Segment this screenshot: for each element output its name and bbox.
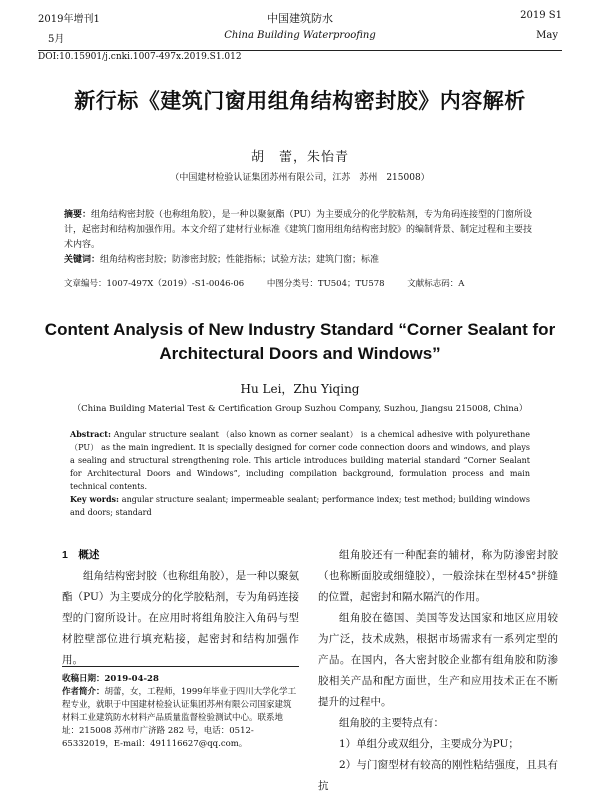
author-bio-text: 胡蕾，女，工程师，1999年毕业于四川大学化学工程专业，就职于中国建材检验认证集团苏州有限公司国家建筑材料工业建筑防水材料产品质量监督检验测试中心。联系地址：215008 苏州市广济路 282 号，电话：0512-65332019，E-mail：491116627@qq.com。: [62, 687, 297, 749]
header-month: 5月: [48, 34, 65, 45]
header-issue-code: 2019 S1: [520, 10, 562, 21]
affiliation-en: （China Building Material Test & Certification Group Suzhou Company, Suzhou, Jiangsu 215008, China）: [72, 404, 528, 414]
right-column: [318, 545, 558, 797]
body-paragraph: 组角胶还有一种配套的辅材，称为防渗密封胶（也称断面胶或细缝胶），一般涂抹在型材45°拼缝的位置，起密封和隔水隔汽的作用。: [318, 549, 558, 603]
header-journal-en: China Building Waterproofing: [224, 30, 376, 41]
page-title-cn: 新行标《建筑门窗用组角结构密封胶》内容解析: [74, 88, 526, 113]
abstract-en: [70, 428, 530, 519]
abstract-cn: [64, 208, 536, 268]
clc-number: 中图分类号：TU504；TU578: [266, 279, 385, 289]
header-journal-cn: 中国建筑防水: [267, 12, 333, 25]
keywords-en-label: Key words:: [70, 494, 120, 504]
document-code: 文献标志码：A: [407, 279, 465, 289]
author-bio-label: 作者简介：: [62, 687, 105, 697]
section-heading-overview: 1 概述: [62, 549, 100, 561]
article-number: 文章编号：1007-497X（2019）-S1-0046-06: [64, 279, 245, 289]
header-year-issue: 2019年增刊1: [38, 14, 100, 25]
body-paragraph: 组角结构密封胶（也称组角胶），是一种以聚氨酯（PU）为主要成分的化学胶粘剂，专为角码连接型的门窗所设计。在应用时将组角胶注入角码与型材腔壁部位进行填充粘接，起密封和结构加强作用。: [62, 570, 299, 666]
list-item: 1）单组分或双组分，主要成分为PU；: [339, 738, 519, 750]
abstract-en-label: Abstract:: [70, 429, 111, 439]
received-date: 收稿日期：2019-04-28: [62, 674, 159, 684]
authors-cn: 胡 蕾，朱怡青: [250, 150, 349, 165]
keywords-cn-text: 组角结构密封胶；防渗密封胶；性能指标；试验方法；建筑门窗；标准: [100, 255, 380, 265]
authors-en: Hu Lei，Zhu Yiqing: [240, 382, 360, 396]
article-meta: [64, 278, 536, 291]
header-month-en: May: [536, 30, 558, 41]
running-header: [38, 8, 562, 51]
abstract-cn-label: 摘要：: [64, 210, 92, 220]
footnote: [62, 666, 299, 751]
body-paragraph: 组角胶的主要特点有：: [339, 717, 444, 729]
abstract-en-text: Angular structure sealant （also known as corner sealant） is a chemical adhesive with polyurethane （PU） as the main ingredient. It is specially designed for corner code connection doors and windows, and plays a sealing and structural strengthening role. This article introduces building material standard “Corner Sealant for Architectural Doors and Windows”, including compilation background, formulation process and main technical contents.: [70, 430, 530, 491]
keywords-en-text: angular structure sealant; impermeable sealant; performance index; test method; building windows and doors; standard: [70, 495, 531, 517]
author-bio: [62, 686, 299, 751]
doi: DOI:10.15901/j.cnki.1007-497x.2019.S1.012: [38, 52, 242, 62]
affiliation-cn: （中国建材检验认证集团苏州有限公司，江苏 苏州 215008）: [170, 173, 430, 183]
abstract-cn-text: 组角结构密封胶（也称组角胶），是一种以聚氨酯（PU）为主要成分的化学胶粘剂，专为角码连接型的门窗所设计，起密封和结构加强作用。本文介绍了建材行业标准《建筑门窗用组角结构密封胶》的编制背景、制定过程和主要技术内容。: [64, 210, 533, 250]
list-item: 2）与门窗型材有较高的刚性粘结强度，且具有抗: [318, 759, 558, 792]
page-title-en: Content Analysis of New Industry Standard “Corner Sealant for Architectural Doors and Windows”: [44, 320, 556, 363]
left-column: [62, 545, 299, 671]
body-paragraph: 组角胶在德国、美国等发达国家和地区应用较为广泛，技术成熟，根据市场需求有一系列定型的产品。在国内，各大密封胶企业都有组角胶和防渗胶相关产品和配方面世，生产和应用技术正在不断提升的过程中。: [318, 612, 558, 708]
keywords-cn-label: 关键词：: [64, 255, 101, 265]
